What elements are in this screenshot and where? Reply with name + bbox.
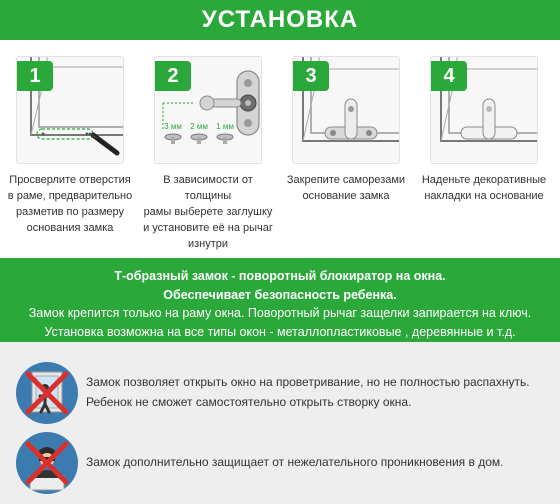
no-child-window-icon [16, 362, 78, 424]
step-4-number: 4 [431, 61, 467, 91]
notes-section [0, 342, 560, 504]
info-band [0, 258, 560, 342]
step-4-image [430, 56, 538, 164]
step-3-number: 3 [293, 61, 329, 91]
step-3-caption [277, 172, 415, 204]
step-2-caption [139, 172, 277, 252]
step-1-number: 1 [17, 61, 53, 91]
plug-size-2mm-label: 2 мм [190, 122, 208, 131]
step-2-caption-line: и установите её на рычаг [143, 222, 273, 234]
plug-size-1mm-label: 1 мм [216, 122, 234, 131]
step-2-caption-line: изнутри [187, 238, 229, 250]
page-title: УСТАНОВКА [201, 6, 359, 33]
band-text-compatibility: Установка возможна на все типы окон - металлопластиковые , деревянные и т.д. [44, 324, 516, 339]
band-subheadline: Обеспечивает безопасность ребенка. [163, 287, 397, 302]
step-1-image [16, 56, 124, 164]
header-banner [0, 0, 560, 40]
note-protection-line: Замок дополнительно защищает от нежелательного проникновения в дом. [86, 455, 504, 469]
step-1-caption-line: Просверлите отверстия [9, 174, 131, 186]
step-3-caption-line: Закрепите саморезами [286, 174, 406, 186]
step-4-caption [415, 172, 553, 204]
step-4-caption-line: Наденьте декоративные [421, 174, 547, 186]
band-headline: Т-образный замок - поворотный блокиратор на окна. [114, 269, 446, 283]
step-3-image [292, 56, 400, 164]
band-text-mounting: Замок крепится только на раму окна. Поворотный рычаг защелки запирается на ключ. [28, 306, 532, 320]
step-1-caption-line: разметив по размеру [15, 206, 124, 218]
plug-size-3mm-label: 3 мм [164, 122, 182, 131]
step-1-caption-line: в раме, предварительно [7, 190, 133, 202]
no-burglar-icon [16, 432, 78, 494]
step-2-image [154, 56, 262, 164]
step-3-caption-line: основание замка [302, 190, 390, 202]
note-ventilation-line: Замок позволяет открыть окно на проветривание, но не полностью распахнуть. [86, 375, 530, 389]
note-ventilation [86, 372, 530, 412]
step-4-caption-line: накладки на основание [424, 190, 544, 202]
note-protection [86, 452, 503, 472]
step-2-number: 2 [155, 61, 191, 91]
step-2-caption-line: рамы выберете заглушку [143, 206, 273, 218]
note-ventilation-line: Ребенок не сможет самостоятельно открыть створку окна. [86, 395, 412, 409]
step-1-caption-line: основания замка [26, 222, 114, 234]
step-2-caption-line: В зависимости от толщины [163, 174, 253, 202]
step-1-caption [1, 172, 139, 236]
